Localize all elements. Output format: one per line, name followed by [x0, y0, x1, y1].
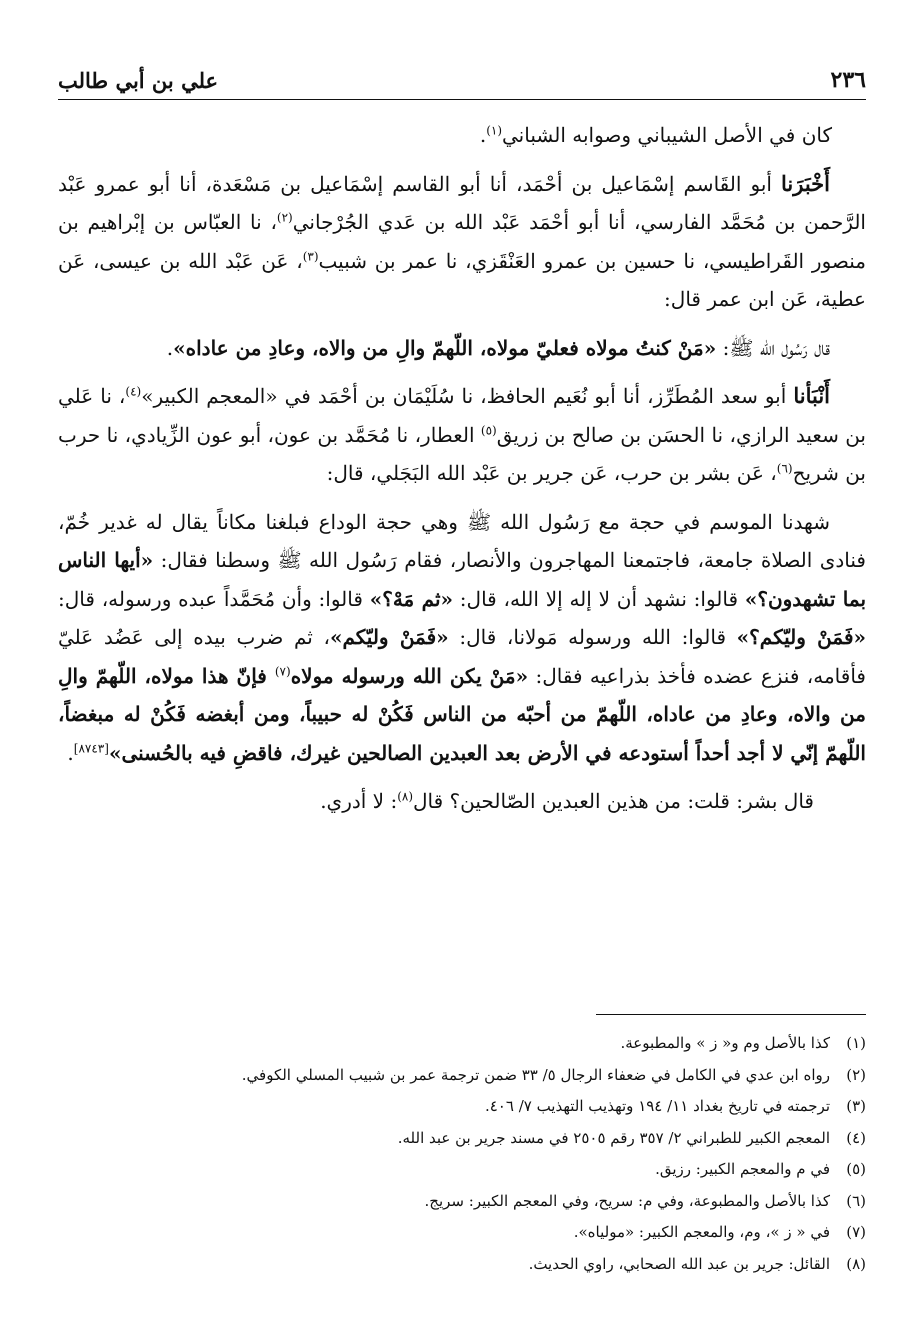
punctuation: . [479, 123, 487, 147]
page-number: ٢٣٦ [830, 67, 866, 93]
isnad-text: ، نا عَلي بن سعيد الرازي، نا الحسَن بن صالح بن زريق [58, 384, 866, 447]
footnote-text: رواه ابن عدي في الكامل في ضعفاء الرجال ٥/ ٣٣ ضمن ترجمة عمر بن شبيب المسلي الكوفي. [241, 1065, 830, 1084]
punctuation: . [166, 335, 174, 360]
footnote-item [58, 1028, 866, 1060]
narration-text: قالوا: وأن مُحَمَّداً عبده ورسوله، قال: [58, 586, 370, 611]
paragraph-6 [58, 782, 866, 821]
hadith-quote: فإنّ هذا مولاه، اللّهمّ والِ من والاه، وعادِ من عاداه، اللّهمّ من أحبّه من الناس فَكُنْ له حبيباً، ومن أبغضه فَكُنْ له مبغضاً، اللّهمّ إنّي لا أجد أحداً أستودعه في الأرض بعد العبدين الصالحين غيرك، فاقضِ فيه بالحُسنى» [58, 663, 866, 765]
footnote-number: (١) [846, 1034, 866, 1052]
main-text [58, 116, 866, 831]
isnad-text: أبو سعد المُطَرِّز، أنا أبو نُعَيم الحافظ، نا سُلَيْمَان بن أحْمَد في «المعجم الكبير» [141, 384, 787, 408]
narration-text: قال بشر: قلت: من هذين العبدين الصّالحين؟ قال [413, 789, 814, 813]
footnote-text: في م والمعجم الكبير: رزيق. [655, 1160, 830, 1178]
footnote-ref-1: (١) [486, 123, 503, 138]
running-title: علي بن أبي طالب [58, 68, 219, 93]
hadith-quote: «ثم مَهْ؟» [369, 586, 454, 611]
isnad-text: أبو القَاسم إسْمَاعيل بن أحْمَد، أنا أبو القاسم إسْمَاعيل بن مَسْعَدة، أنا أبو عمرو عَبْد الرَّحمن بن مُحَمَّد الفارسي، أنا أبو أحْمَد عَبْد الله بن عَدي الجُرْجاني [58, 171, 866, 234]
page-header [58, 60, 866, 100]
footnote-number: (٣) [846, 1097, 866, 1115]
footnote-ref-3: (٣) [302, 248, 319, 263]
hadith-quote: «مَنْ يكن الله ورسوله مولاه [290, 663, 529, 688]
paragraph-4 [58, 377, 866, 493]
narration-text: : لا أدري. [320, 789, 398, 813]
footnote-ref-5: (٥) [480, 422, 497, 437]
footnote-item [58, 1123, 866, 1155]
footnote-text: المعجم الكبير للطبراني ٢/ ٣٥٧ رقم ٢٥٠٥ في مسند جرير بن عبد الله. [397, 1128, 830, 1147]
hadith-quote: «فَمَنْ وليّكم؟» [736, 625, 867, 649]
narration-text: شهدنا الموسم في حجة مع رَسُول الله ﷺ وهي حجة الوداع فبلغنا مكاناً يقال له غدير خُمّ، فنادى الصلاة جامعة، فاجتمعنا المهاجرون والأنصار، فقام رَسُول الله ﷺ وسطنا فقال: [58, 509, 866, 572]
footnote-number: (٢) [846, 1065, 866, 1084]
hadith-text: «مَنْ كنتُ مولاه فعليّ مولاه، اللّهمّ والِ من والاه، وعادِ من عاداه» [173, 335, 717, 360]
narration-text: ، ثم ضرب بيده إلى عَضُد عَليّ فأقامه، فنزع عضده فأخذ بذراعيه فقال: [58, 625, 866, 688]
footnote-text: القائل: جرير بن عبد الله الصحابي، راوي الحديث. [528, 1254, 830, 1273]
footnote-text: في « ز »، وم، والمعجم الكبير: «مولياه». [573, 1223, 830, 1241]
paragraph-1 [58, 116, 866, 155]
footnote-number: (٥) [846, 1160, 866, 1178]
footnote-item [58, 1249, 866, 1281]
isnad-lead: أَنْبَأنا [793, 383, 831, 408]
footnote-text: كذا بالأصل والمطبوعة، وفي م: سريح، وفي المعجم الكبير: سريج. [424, 1191, 830, 1210]
footnote-ref-2: (٢) [276, 210, 293, 225]
footnote-item [58, 1217, 866, 1249]
hadith-quote: «أيها الناس بما تشهدون؟» [58, 548, 867, 611]
footnote-number: (٤) [846, 1128, 866, 1147]
footnote-number: (٧) [846, 1223, 866, 1241]
hadith-intro: قال رَسُول الله ﷺ: [722, 335, 830, 360]
isnad-text: ، عَن عَبْد الله بن عيسى، عَن عطية، عَن ابن عمر قال: [58, 248, 866, 311]
footnote-item [58, 1091, 866, 1123]
footnote-ref-7: (٧) [274, 663, 291, 678]
paragraph-3 [58, 329, 866, 368]
paragraph-2 [58, 165, 866, 319]
isnad-lead: أَخْبَرَنا [781, 170, 830, 196]
hadith-number: [٨٧٤٣] [73, 740, 109, 755]
footnote-text: ترجمته في تاريخ بغداد ١١/ ١٩٤ وتهذيب التهذيب ٧/ ٤٠٦. [484, 1097, 830, 1115]
paragraph-text: كان في الأصل الشيباني وصوابه الشباني [502, 123, 832, 147]
footnote-number: (٦) [846, 1191, 866, 1210]
footnote-ref-8: (٨) [397, 789, 414, 804]
footnotes-list [58, 1028, 866, 1280]
footnote-ref-4: (٤) [125, 384, 142, 399]
isnad-text: ، نا العبّاس بن إبْراهيم بن منصور القَراطيسي، نا حسين بن عمرو العَنْقَزي، نا عمر بن شبيب [58, 210, 866, 273]
isnad-text: ، عَن بشر بن حرب، عَن جرير بن عَبْد الله البَجَلي، قال: [326, 461, 777, 485]
narration-text: قالوا: نشهد أن لا إله إلا الله، قال: [459, 586, 745, 611]
paragraph-5 [58, 503, 866, 773]
footnote-item [58, 1186, 866, 1218]
footnote-text: كذا بالأصل وم و« ز » والمطبوعة. [620, 1034, 830, 1052]
hadith-quote: «فَمَنْ وليّكم» [329, 625, 449, 649]
punctuation: . [67, 740, 74, 765]
footnote-divider [596, 1014, 866, 1015]
footnote-number: (٨) [846, 1254, 866, 1273]
narration-text: قالوا: الله ورسوله مَولانا، قال: [459, 625, 737, 649]
footnote-ref-6: (٦) [776, 461, 793, 476]
footnote-item [58, 1154, 866, 1186]
isnad-text: العطار، نا مُحَمَّد بن عون، أبو عون الزِّيادي، نا حرب بن شريح [58, 422, 866, 485]
footnote-item [58, 1060, 866, 1092]
